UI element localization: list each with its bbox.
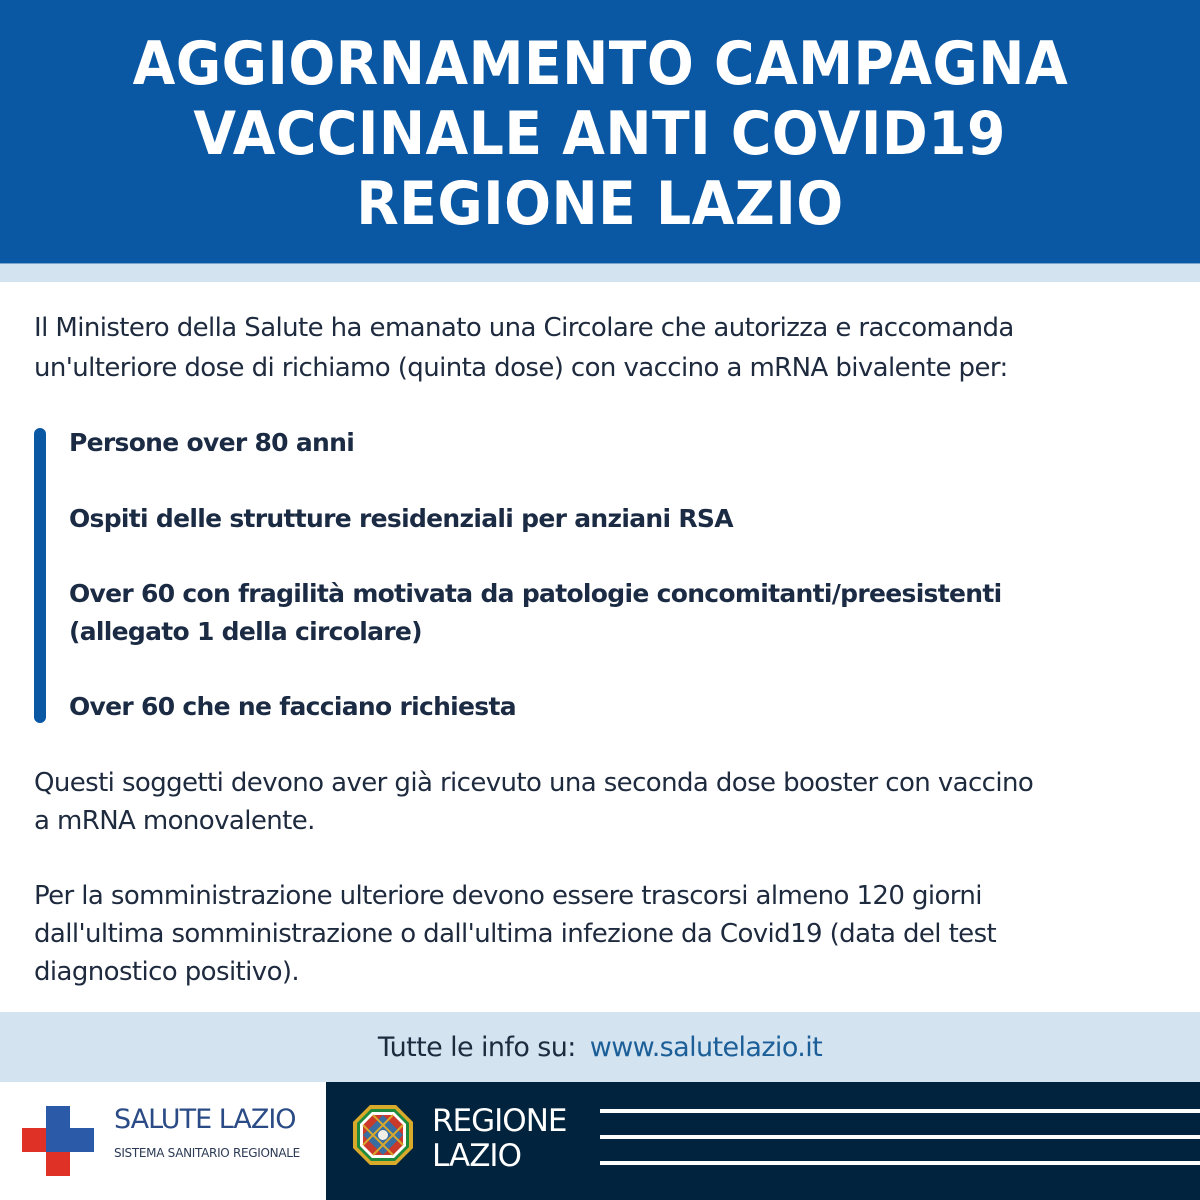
- intro-paragraph: [34, 308, 1174, 388]
- decorative-stripe-1: [600, 1109, 1200, 1113]
- regione-line: REGIONE: [432, 1103, 567, 1139]
- salute-lazio-subtitle: SISTEMA SANITARIO REGIONALE: [114, 1146, 300, 1160]
- info-label: Tutte le info su:: [377, 1031, 576, 1063]
- interval-requirement-line-1: Per la somministrazione ulteriore devono essere trascorsi almeno 120 giorni: [34, 881, 982, 911]
- website-link[interactable]: www.salutelazio.it: [589, 1031, 823, 1063]
- list-item-rsa: Ospiti delle strutture residenziali per anziani RSA: [69, 504, 733, 533]
- list-item-over-80: Persone over 80 anni: [69, 428, 355, 457]
- list-accent-bar: [34, 428, 46, 723]
- lazio-line: LAZIO: [432, 1138, 521, 1174]
- interval-requirement-line-2: dall'ultima somministrazione o dall'ultima infezione da Covid19 (data del test: [34, 919, 997, 949]
- list-item-fragile-line-2: (allegato 1 della circolare): [69, 617, 422, 646]
- header-divider-band: [0, 263, 1200, 282]
- title-line-1: AGGIORNAMENTO CAMPAGNA: [132, 28, 1068, 99]
- decorative-stripe-3: [600, 1161, 1200, 1165]
- intro-line-1: Il Ministero della Salute ha emanato una Circolare che autorizza e raccomanda: [34, 313, 1014, 343]
- regione-lazio-wordmark: [432, 1104, 566, 1174]
- title-line-3: REGIONE LAZIO: [356, 168, 844, 239]
- decorative-stripe-2: [600, 1135, 1200, 1139]
- info-band: [0, 1012, 1200, 1082]
- header-banner: [0, 0, 1200, 263]
- red-blue-cross-icon: [22, 1106, 94, 1176]
- salute-lazio-title: SALUTE LAZIO: [114, 1104, 296, 1135]
- list-item-over-60-request: Over 60 che ne facciano richiesta: [69, 692, 516, 721]
- booster-requirement-line-1: Questi soggetti devono aver già ricevuto una seconda dose booster con vaccino: [34, 768, 1034, 798]
- booster-requirement-line-2: a mRNA monovalente.: [34, 806, 315, 836]
- intro-line-2: un'ulteriore dose di richiamo (quinta dose) con vaccino a mRNA bivalente per:: [34, 353, 1008, 383]
- title-line-2: VACCINALE ANTI COVID19: [193, 98, 1007, 169]
- regione-lazio-emblem-icon: [352, 1104, 414, 1166]
- salute-lazio-logo: [0, 1082, 326, 1200]
- interval-requirement-line-3: diagnostico positivo).: [34, 957, 300, 987]
- list-item-fragile-line-1: Over 60 con fragilità motivata da patologie concomitanti/preesistenti: [69, 579, 1002, 608]
- regione-lazio-logo: [326, 1082, 1200, 1200]
